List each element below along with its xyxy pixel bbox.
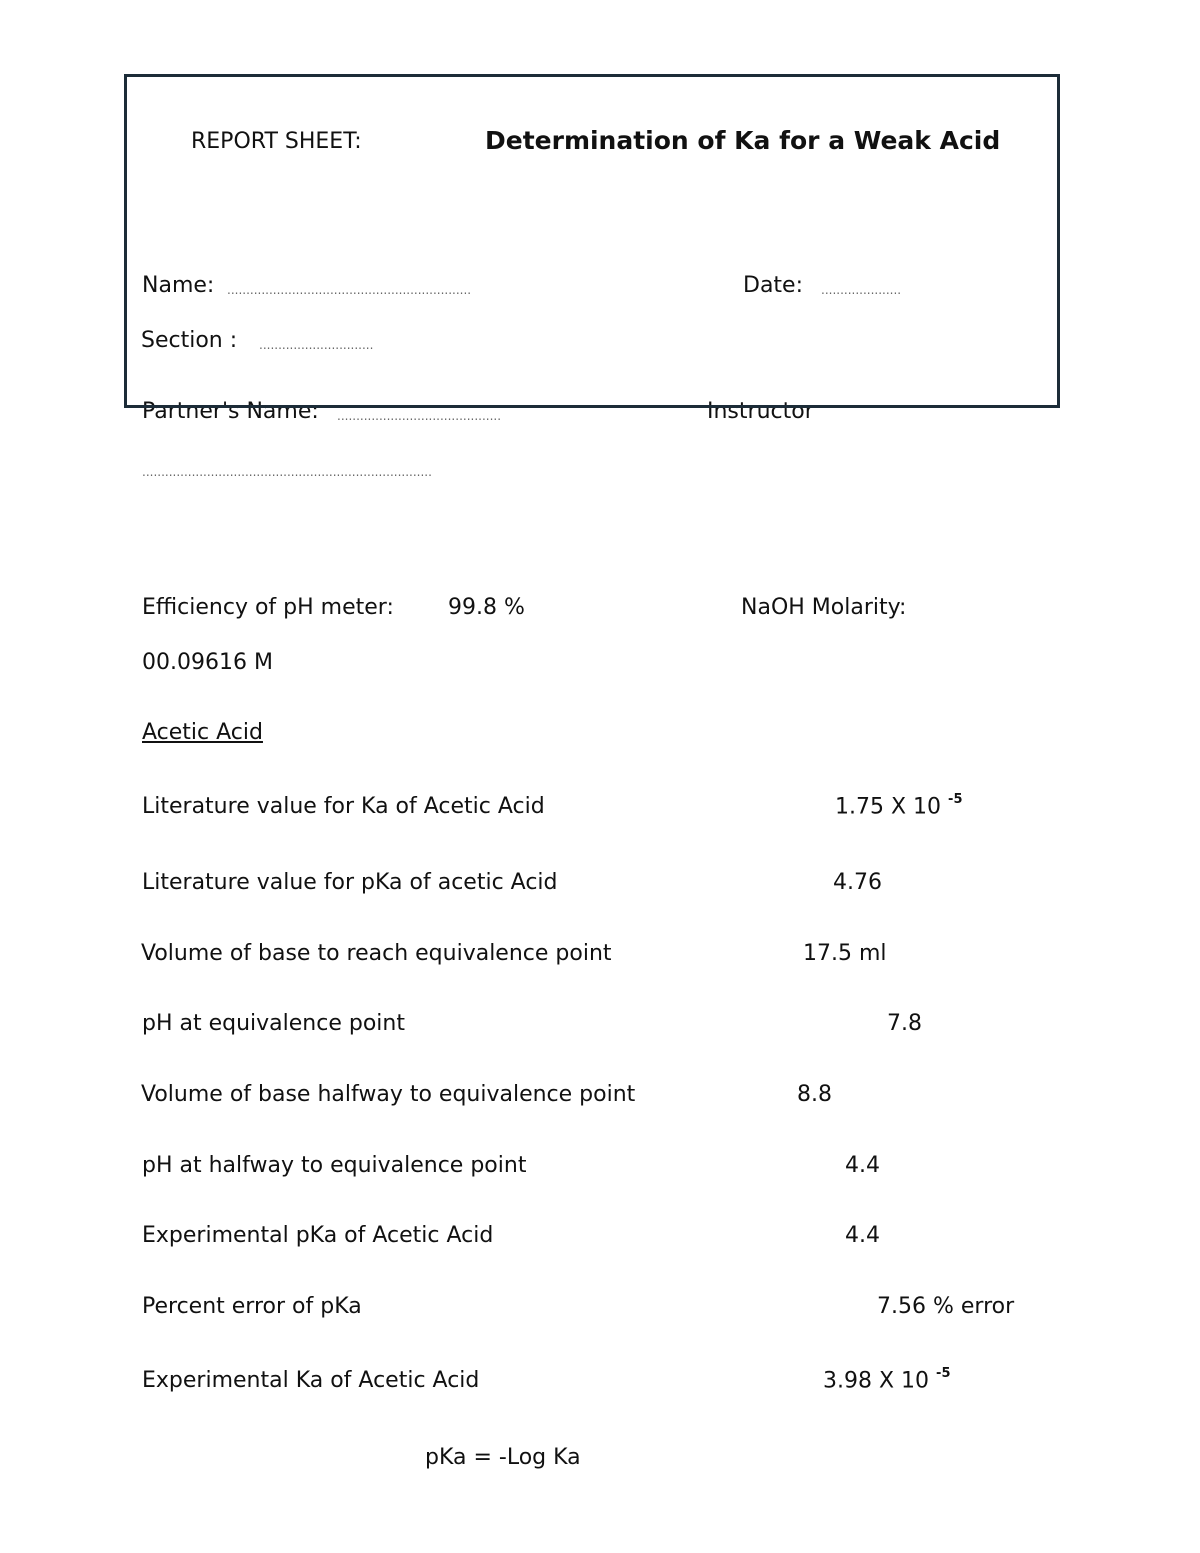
- row-exponent: -5: [936, 1366, 951, 1381]
- date-label: Date:: [743, 273, 803, 298]
- row-label: Experimental pKa of Acetic Acid: [142, 1223, 494, 1248]
- name-field-dots: ................................................................: [227, 283, 472, 297]
- partner-name-label: Partner's Name:: [142, 399, 319, 424]
- section-heading: Acetic Acid: [142, 720, 263, 745]
- pka-formula: pKa = -Log Ka: [425, 1445, 581, 1470]
- name-label: Name:: [142, 273, 215, 298]
- date-field-dots: .....................: [821, 283, 902, 297]
- ph-meter-efficiency-label: Efficiency of pH meter:: [142, 595, 394, 620]
- section-label: Section :: [141, 328, 238, 353]
- row-label: Percent error of pKa: [142, 1294, 362, 1319]
- row-value: 4.4: [845, 1153, 880, 1178]
- ph-meter-efficiency-value: 99.8 %: [448, 595, 525, 620]
- row-value: 7.8: [887, 1011, 922, 1036]
- row-exponent: -5: [948, 792, 963, 807]
- row-label: Literature value for pKa of acetic Acid: [142, 870, 558, 895]
- row-label: Literature value for Ka of Acetic Acid: [142, 794, 545, 819]
- row-value: 4.4: [845, 1223, 880, 1248]
- report-header-box: [124, 74, 1060, 408]
- row-label: pH at halfway to equivalence point: [142, 1153, 527, 1178]
- row-value: 7.56 % error: [877, 1294, 1015, 1319]
- instructor-field-dots: ............................................................................: [142, 465, 432, 479]
- naoh-molarity-label: NaOH Molarity:: [741, 595, 907, 620]
- row-value: 4.76: [833, 870, 882, 895]
- instructor-label: Instructor: [707, 399, 814, 424]
- row-value: 3.98 X 10 $^{-5}$: [823, 1366, 951, 1394]
- report-sheet-label: REPORT SHEET:: [191, 129, 362, 154]
- row-value: 8.8: [797, 1082, 832, 1107]
- row-label: pH at equivalence point: [142, 1011, 405, 1036]
- row-label: Experimental Ka of Acetic Acid: [142, 1368, 480, 1393]
- partner-field-dots: ...........................................: [337, 409, 502, 423]
- row-value: 1.75 X 10 $^{-5}$: [835, 792, 963, 820]
- row-value: 17.5 ml: [803, 941, 887, 966]
- naoh-molarity-value: 00.09616 M: [142, 650, 273, 675]
- row-label: Volume of base halfway to equivalence point: [141, 1082, 636, 1107]
- section-field-dots: ..............................: [259, 338, 374, 352]
- row-label: Volume of base to reach equivalence point: [141, 941, 612, 966]
- report-title: Determination of Ka for a Weak Acid: [485, 126, 1001, 155]
